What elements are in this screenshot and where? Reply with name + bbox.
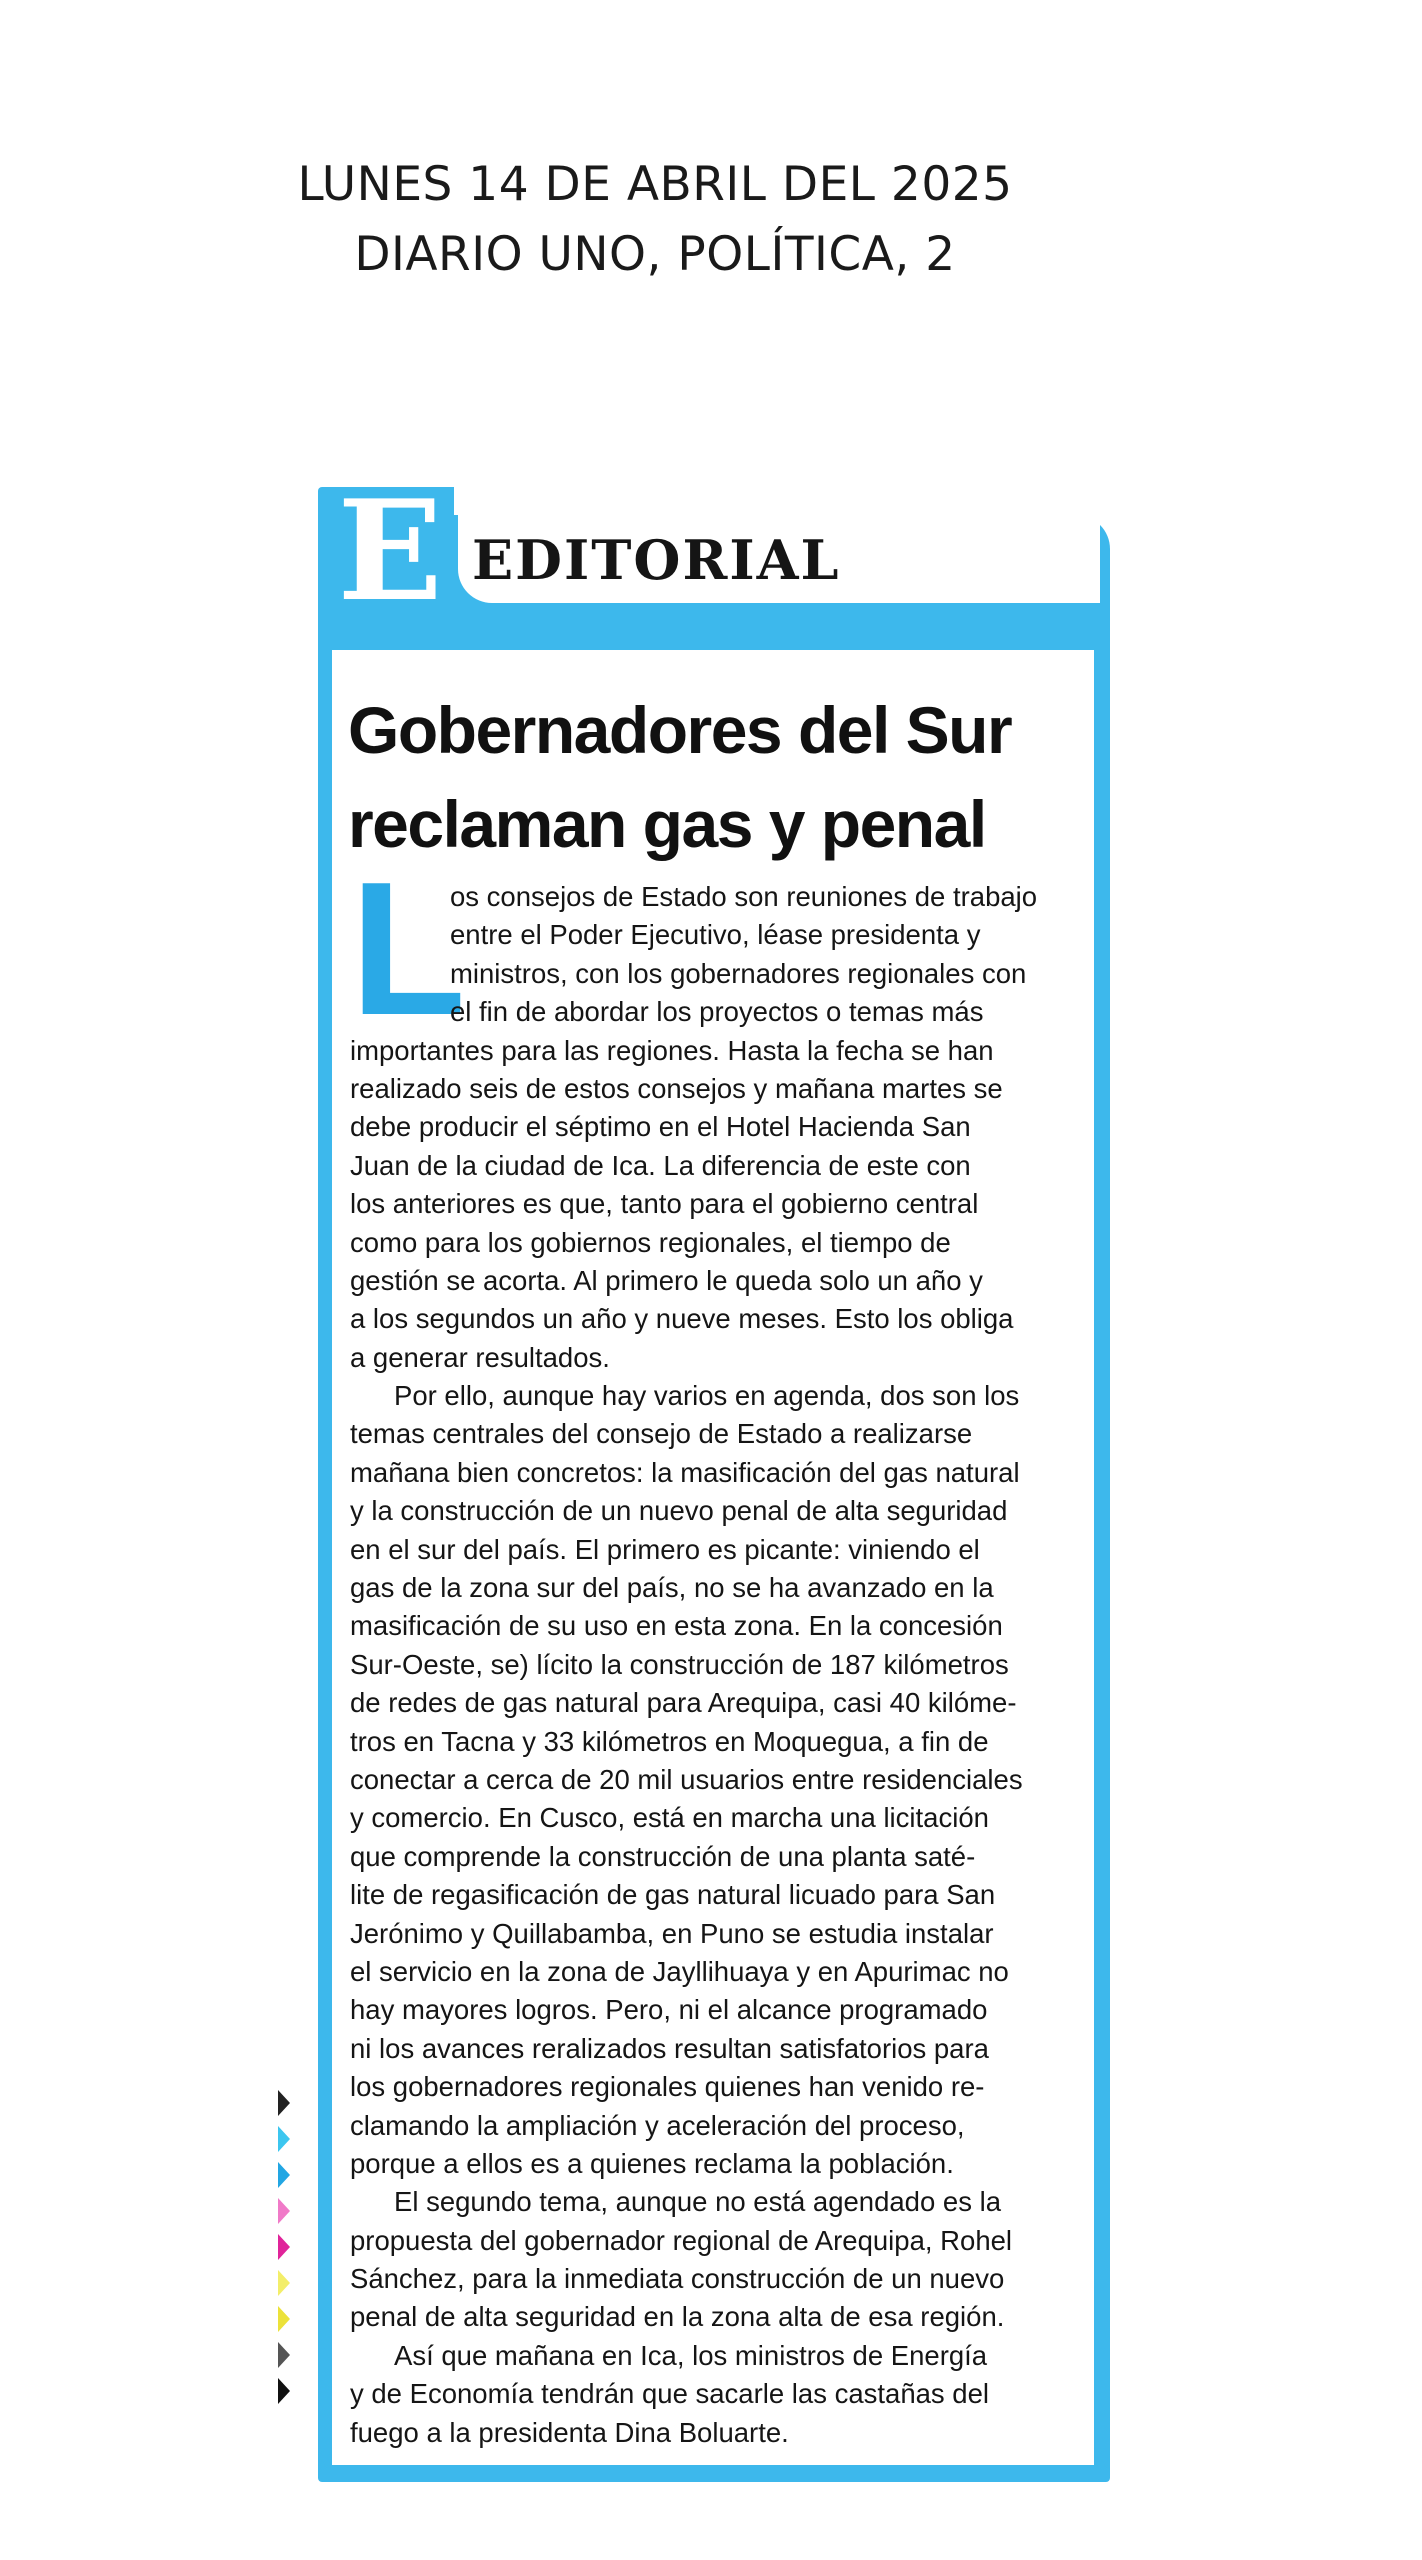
body-line: debe producir el séptimo en el Hotel Hacienda San bbox=[350, 1111, 971, 1143]
body-line: Juan de la ciudad de Ica. La diferencia de este con bbox=[350, 1149, 971, 1181]
body-line: de redes de gas natural para Arequipa, casi 40 kilóme- bbox=[350, 1687, 1017, 1719]
body-line: clamando la ampliación y aceleración del proceso, bbox=[350, 2109, 965, 2141]
body-line: y de Economía tendrán que sacarle las castañas del bbox=[350, 2378, 989, 2410]
registration-mark bbox=[278, 2306, 290, 2332]
body-line: a los segundos un año y nueve meses. Esto los obliga bbox=[350, 1303, 1014, 1335]
body-line: como para los gobiernos regionales, el tiempo de bbox=[350, 1226, 951, 1258]
body-line: y la construcción de un nuevo penal de alta seguridad bbox=[350, 1495, 1008, 1527]
body-line: el fin de abordar los proyectos o temas más bbox=[450, 996, 984, 1028]
body-line: hay mayores logros. Pero, ni el alcance programado bbox=[350, 1994, 988, 2026]
headline-line-1: Gobernadores del Sur bbox=[348, 693, 1012, 767]
body-line: los gobernadores regionales quienes han venido re- bbox=[350, 2071, 985, 2103]
body-line: mañana bien concretos: la masificación del gas natural bbox=[350, 1456, 1020, 1488]
drop-cap: L bbox=[350, 843, 467, 1055]
body-line: importantes para las regiones. Hasta la fecha se han bbox=[350, 1034, 994, 1066]
body-line: tros en Tacna y 33 kilómetros en Moquegua, a fin de bbox=[350, 1725, 989, 1757]
registration-mark bbox=[278, 2126, 290, 2152]
body-line: temas centrales del consejo de Estado a realizarse bbox=[350, 1418, 973, 1450]
body-line: propuesta del gobernador regional de Arequipa, Rohel bbox=[350, 2224, 1013, 2256]
section-initial: E bbox=[337, 469, 443, 632]
clipping-date: LUNES 14 DE ABRIL DEL 2025 bbox=[297, 157, 1013, 212]
registration-mark bbox=[278, 2234, 290, 2260]
section-label: EDITORIAL bbox=[472, 528, 841, 592]
body-line: Jerónimo y Quillabamba, en Puno se estudia instalar bbox=[350, 1917, 994, 1949]
body-line: El segundo tema, aunque no está agendado es la bbox=[394, 2186, 1002, 2218]
color-registration-marks bbox=[278, 2090, 294, 2414]
body-line: y comercio. En Cusco, está en marcha una licitación bbox=[350, 1802, 989, 1834]
body-line: fuego a la presidenta Dina Boluarte. bbox=[350, 2416, 789, 2448]
body-line: conectar a cerca de 20 mil usuarios entre residenciales bbox=[350, 1763, 1023, 1795]
headline-line-2: reclaman gas y penal bbox=[348, 787, 986, 861]
body-line: Sur-Oeste, se) lícito la construcción de 187 kilómetros bbox=[350, 1648, 1009, 1680]
body-line: realizado seis de estos consejos y mañana martes se bbox=[350, 1072, 1003, 1104]
body-line: porque a ellos es a quienes reclama la población. bbox=[350, 2147, 954, 2179]
article-body bbox=[350, 878, 1080, 2452]
body-line: a generar resultados. bbox=[350, 1341, 610, 1373]
registration-mark bbox=[278, 2342, 290, 2368]
body-line: penal de alta seguridad en la zona alta de esa región. bbox=[350, 2301, 1005, 2333]
registration-mark bbox=[278, 2378, 290, 2404]
registration-mark bbox=[278, 2090, 290, 2116]
body-line: gestión se acorta. Al primero le queda solo un año y bbox=[350, 1264, 983, 1296]
body-line: Sánchez, para la inmediata construcción de un nuevo bbox=[350, 2263, 1005, 2295]
body-line: ni los avances reralizados resultan satisfatorios para bbox=[350, 2032, 989, 2064]
clipping-source: DIARIO UNO, POLÍTICA, 2 bbox=[354, 227, 956, 282]
registration-mark bbox=[278, 2198, 290, 2224]
clipping-caption bbox=[0, 150, 1310, 290]
body-line: os consejos de Estado son reuniones de trabajo bbox=[450, 881, 1038, 912]
body-line: que comprende la construcción de una planta saté- bbox=[350, 1840, 976, 1872]
body-line: gas de la zona sur del país, no se ha avanzado en la bbox=[350, 1572, 994, 1604]
body-line: ministros, con los gobernadores regionales con bbox=[450, 957, 1027, 989]
registration-mark bbox=[278, 2162, 290, 2188]
body-line: el servicio en la zona de Jayllihuaya y en Apurimac no bbox=[350, 1955, 1009, 1987]
body-line: lite de regasificación de gas natural licuado para San bbox=[350, 1879, 996, 1911]
body-line: en el sur del país. El primero es picante: viniendo el bbox=[350, 1533, 980, 1565]
body-line: los anteriores es que, tanto para el gobierno central bbox=[350, 1188, 979, 1220]
body-line: masificación de su uso en esta zona. En la concesión bbox=[350, 1610, 1003, 1642]
body-line: Por ello, aunque hay varios en agenda, dos son los bbox=[394, 1380, 1020, 1412]
registration-mark bbox=[278, 2270, 290, 2296]
body-line: entre el Poder Ejecutivo, léase presidenta y bbox=[450, 919, 981, 951]
body-line: Así que mañana en Ica, los ministros de Energía bbox=[394, 2339, 988, 2371]
